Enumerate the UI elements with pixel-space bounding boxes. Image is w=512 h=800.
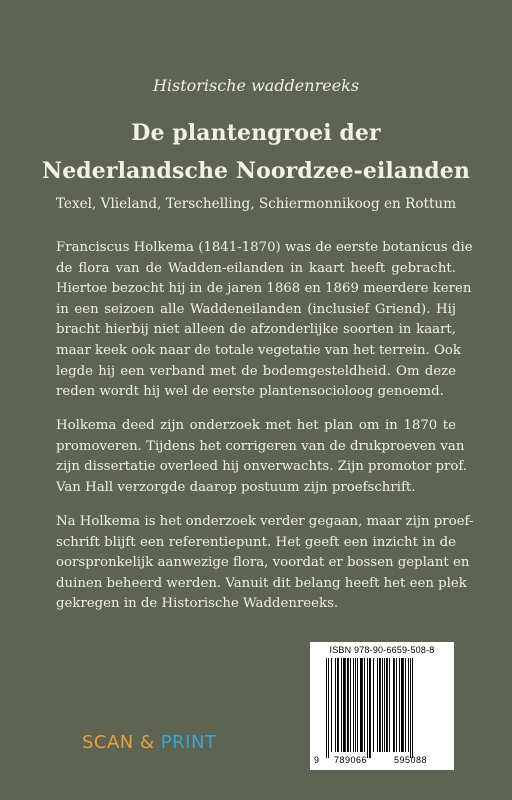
text-line: oorspronkelijk aanwezige flora, voordat er bossen geplant en <box>56 555 470 571</box>
publisher-logo <box>82 732 216 753</box>
barcode-bar <box>369 658 371 758</box>
barcode-bar <box>377 658 378 752</box>
text-line: zijn dissertatie overleed hij onverwachts. Zijn promotor prof. <box>56 459 468 475</box>
barcode-bar <box>335 658 336 752</box>
barcode-bar <box>331 658 332 752</box>
barcode-bar <box>328 658 329 758</box>
text-line: bracht hierbij niet alleen de afzonderlijke soorten in kaart, <box>56 322 456 338</box>
blurb-paragraph-1 <box>56 238 473 403</box>
barcode-icon <box>326 658 438 758</box>
book-title-line-2: Nederlandsche Noordzee-eilanden <box>42 158 470 184</box>
text-line: de flora van de Wadden-eilanden in kaart heeft gebracht. <box>56 260 456 276</box>
book-title-line-1: De plantengroei der <box>131 120 381 146</box>
text-line: Na Holkema is het onderzoek verder gegaan, maar zijn proef- <box>56 514 474 529</box>
logo-ampersand: & <box>140 732 155 753</box>
barcode-bar <box>379 658 381 752</box>
barcode-digits-left: 789066 <box>334 755 368 765</box>
barcode-bar <box>405 658 406 752</box>
text-line: Franciscus Holkema (1841-1870) was de eerste botanicus die <box>56 240 473 255</box>
text-line: gekregen in de Historische Waddenreeks. <box>56 596 339 612</box>
barcode-bar <box>360 658 363 752</box>
barcode-panel <box>310 642 454 770</box>
barcode-bar <box>357 658 358 752</box>
text-line: Holkema deed zijn onderzoek met het plan om in 1870 te <box>56 418 456 433</box>
barcode-bar <box>408 658 409 752</box>
barcode-bar <box>412 658 413 758</box>
barcode-bar <box>384 658 385 752</box>
barcode-bar <box>382 658 383 752</box>
barcode-digits-right: 595088 <box>394 755 428 765</box>
barcode-bar <box>410 658 411 758</box>
text-line: promoveren. Tijdens het corrigeren van de drukproeven van <box>56 438 465 454</box>
barcode-bar <box>341 658 342 752</box>
text-line: legde hij een verband met de bodemgesteldheid. Om deze <box>56 363 456 379</box>
barcode-bar <box>367 658 368 758</box>
barcode-digit-first: 9 <box>314 755 320 765</box>
book-subtitle: Texel, Vlieland, Terschelling, Schiermonnikoog en Rottum <box>55 196 457 212</box>
logo-scan-text: SCAN <box>82 732 134 753</box>
barcode-bar <box>355 658 356 752</box>
barcode-bar <box>386 658 388 752</box>
barcode-bar <box>347 658 349 752</box>
text-line: Hiertoe bezocht hij in de jaren 1868 en 1869 meerdere keren <box>56 281 472 297</box>
barcode-bar <box>389 658 390 752</box>
text-line: schrift blijft een referentiepunt. Het geeft een inzicht in de <box>56 534 456 550</box>
blurb-paragraph-2 <box>56 416 468 498</box>
barcode-bar <box>337 658 339 752</box>
logo-print-text: PRINT <box>160 732 217 753</box>
barcode-bar <box>373 658 374 752</box>
barcode-bar <box>326 658 327 758</box>
text-line: in een seizoen alle Waddeneilanden (inclusief Griend). Hij <box>56 301 456 317</box>
isbn-label: ISBN 978-90-6659-508-8 <box>329 645 435 655</box>
barcode-bar <box>401 658 404 752</box>
text-line: duinen beheerd werden. Vanuit dit belang heeft het een plek <box>56 575 467 591</box>
blurb-paragraph-3 <box>56 512 474 615</box>
text-line: Van Hall verzorgde daarop postuum zijn proefschrift. <box>56 479 416 495</box>
barcode-bar <box>399 658 400 752</box>
barcode-bar <box>343 658 346 752</box>
barcode-bar <box>364 658 365 752</box>
text-line: reden wordt hij wel de eerste plantensocioloog genoemd. <box>56 384 444 400</box>
barcode-bar <box>353 658 354 752</box>
series-name: Historische waddenreeks <box>152 76 360 95</box>
barcode-bar <box>396 658 397 752</box>
barcode-bar <box>350 658 351 752</box>
text-line: maar keek ook naar de totale vegetatie van het terrein. Ook <box>56 342 461 358</box>
barcode-bar <box>393 658 395 752</box>
